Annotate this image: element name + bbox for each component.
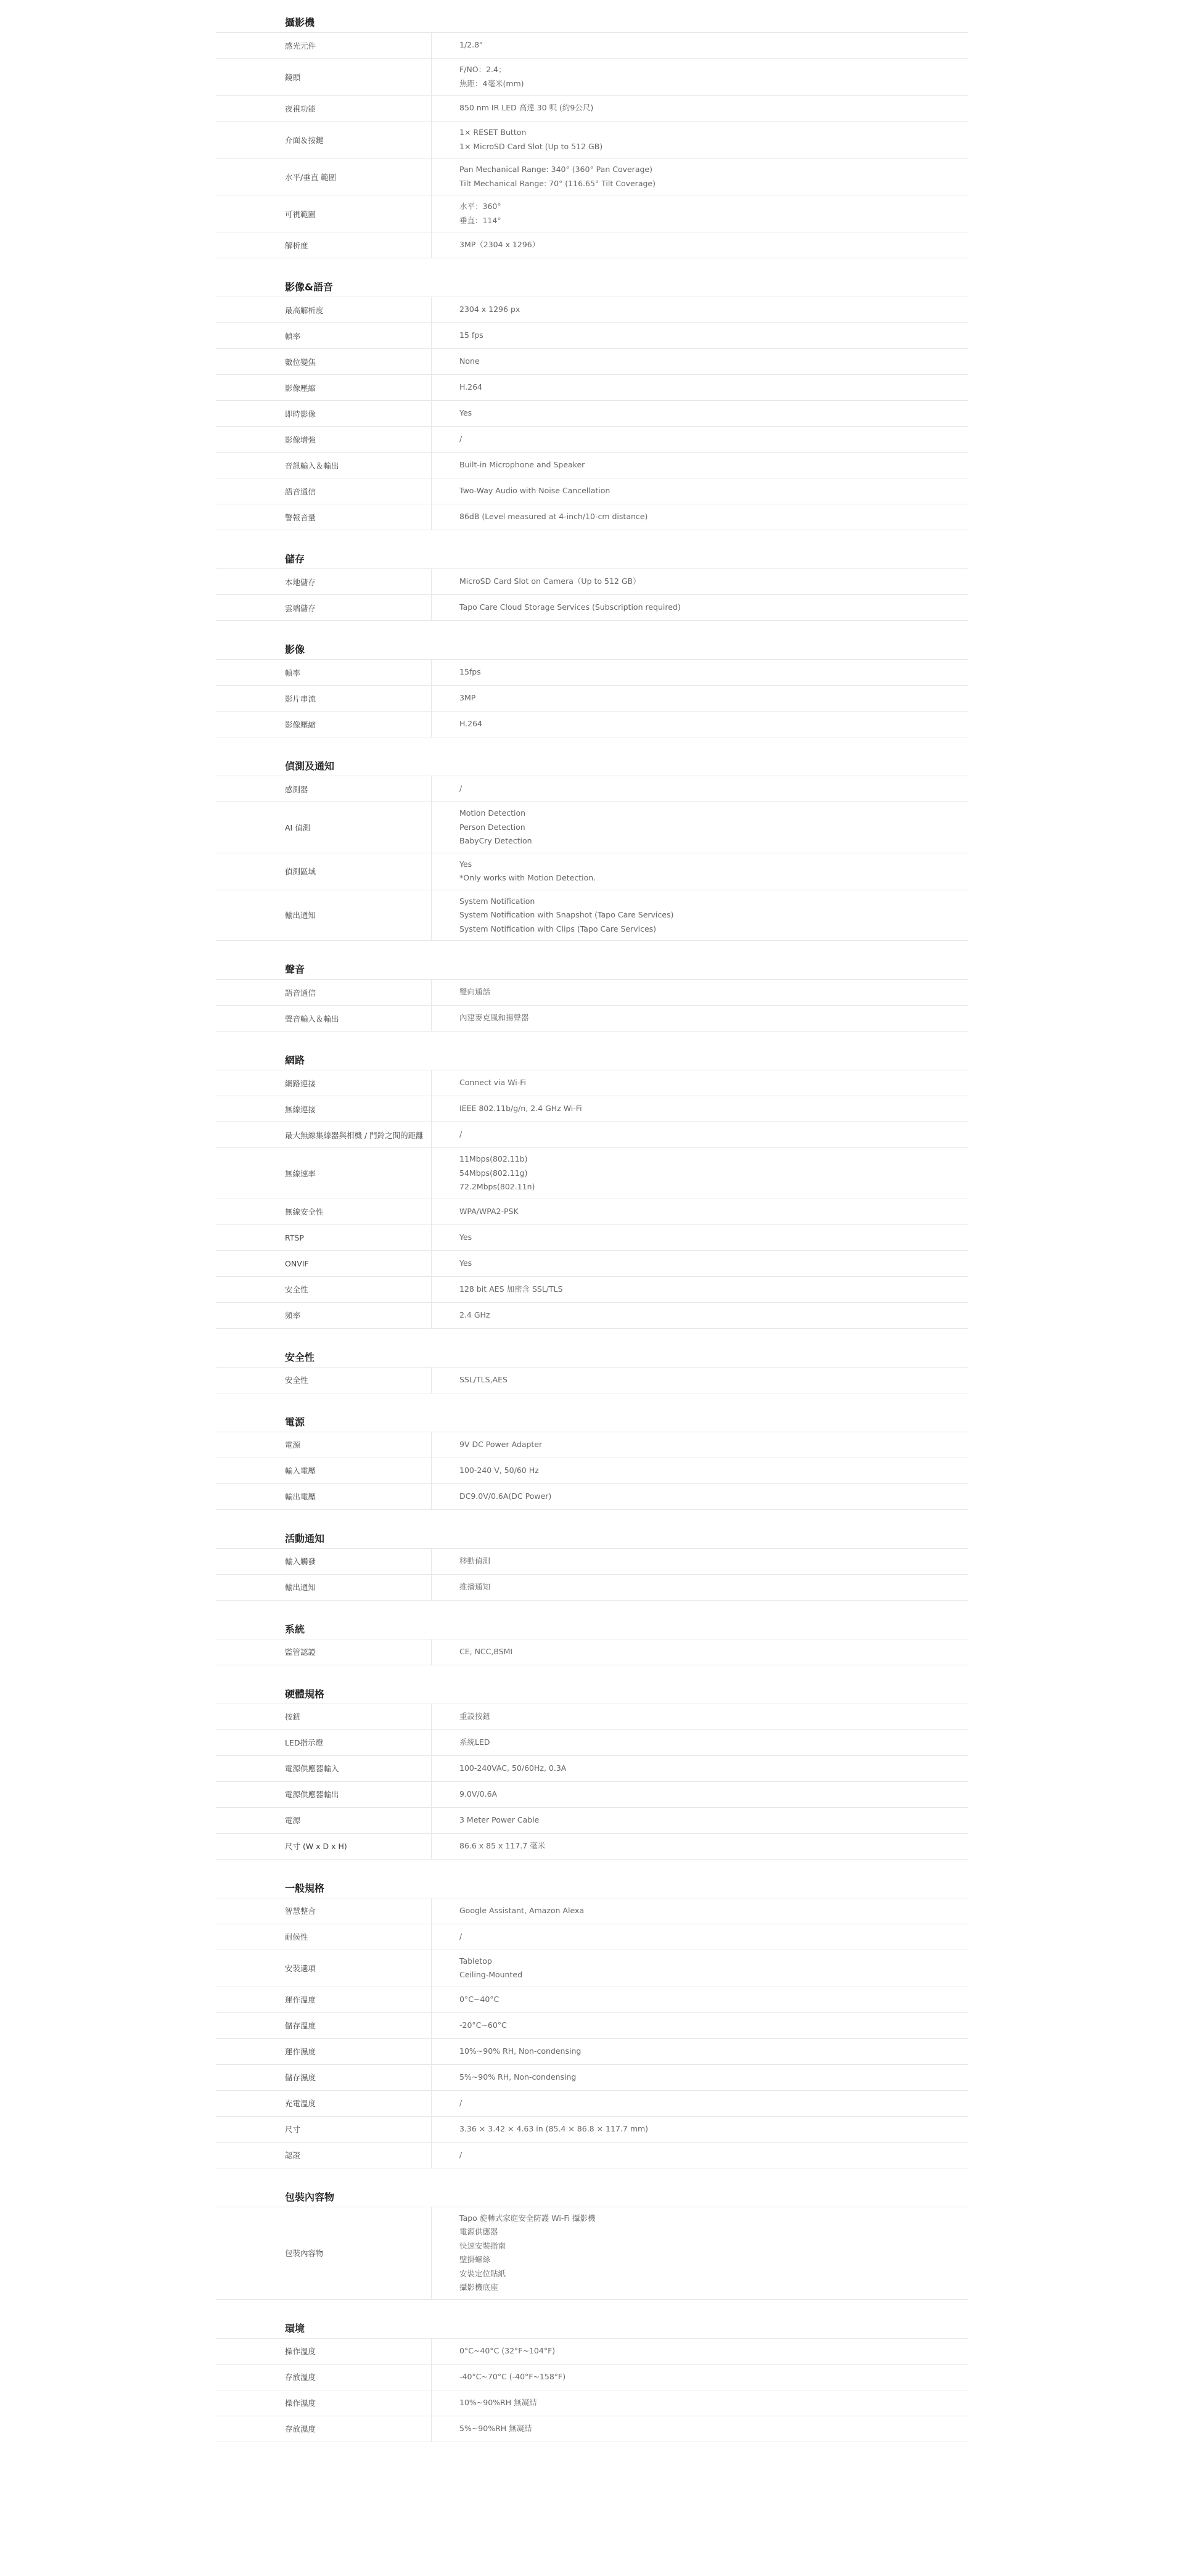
spec-label: 感測器 — [216, 776, 432, 802]
spec-value: 100-240VAC, 50/60Hz, 0.3A — [459, 1763, 567, 1773]
spec-label: 影像壓縮 — [216, 375, 432, 400]
spec-section — [216, 1879, 968, 2168]
spec-row — [216, 2339, 968, 2365]
spec-label: RTSP — [216, 1225, 432, 1250]
spec-section — [216, 2320, 968, 2442]
spec-row — [216, 2065, 968, 2091]
spec-row — [216, 2039, 968, 2065]
spec-label: 安裝選項 — [216, 1950, 432, 1987]
spec-value: Tapo Care Cloud Storage Services (Subscription required) — [459, 602, 681, 612]
spec-row — [216, 2143, 968, 2168]
spec-row — [216, 1834, 968, 1860]
spec-label: 感光元件 — [216, 33, 432, 58]
spec-value: 水平：360° 垂直：114° — [459, 202, 501, 225]
spec-label: 語音通信 — [216, 478, 432, 504]
spec-value: H.264 — [459, 719, 483, 729]
spec-value: System Notification System Notification with Snapshot (Tapo Care Services) System Notification with Clips (Tapo Care Services) — [459, 896, 674, 933]
spec-label: 鏡頭 — [216, 59, 432, 95]
spec-value: IEEE 802.11b/g/n, 2.4 GHz Wi-Fi — [459, 1104, 582, 1114]
spec-value: -40°C~70°C (-40°F~158°F) — [459, 2371, 566, 2381]
section-title: 一般規格 — [216, 1879, 968, 1898]
spec-value: 1× RESET Button 1× MicroSD Card Slot (Up to 512 GB) — [459, 128, 603, 151]
spec-value: 5%~90%RH 無凝結 — [459, 2423, 532, 2433]
spec-value: / — [459, 2149, 462, 2159]
spec-value: 內建麥克風和揚聲器 — [459, 1013, 529, 1023]
spec-value: 3.36 × 3.42 × 4.63 in (85.4 × 86.8 × 117.7 mm) — [459, 2123, 649, 2133]
spec-section — [216, 641, 968, 737]
spec-value: 15fps — [459, 667, 481, 677]
spec-value: Tabletop Ceiling-Mounted — [459, 1956, 523, 1979]
spec-value: 10%~90% RH, Non-condensing — [459, 2046, 582, 2056]
spec-label: 電源 — [216, 1808, 432, 1833]
spec-value: 0°C~40°C — [459, 1994, 500, 2004]
spec-section — [216, 757, 968, 941]
spec-row — [216, 1432, 968, 1458]
spec-label: 安全性 — [216, 1277, 432, 1302]
spec-value: 3 Meter Power Cable — [459, 1815, 540, 1824]
spec-label: 警報音量 — [216, 504, 432, 530]
spec-value: CE, NCC,BSMI — [459, 1646, 513, 1656]
spec-row — [216, 1458, 968, 1484]
spec-value: 86dB (Level measured at 4-inch/10-cm distance) — [459, 512, 648, 522]
spec-row — [216, 1277, 968, 1303]
spec-table — [216, 14, 968, 2462]
spec-row — [216, 1950, 968, 1987]
section-title: 影像 — [216, 641, 968, 660]
spec-row — [216, 59, 968, 96]
spec-value: 128 bit AES 加密含 SSL/TLS — [459, 1284, 563, 1294]
spec-label: 偵測區域 — [216, 853, 432, 890]
spec-value: MicroSD Card Slot on Camera（Up to 512 GB） — [459, 576, 641, 586]
section-title: 安全性 — [216, 1348, 968, 1368]
spec-value: / — [459, 1130, 462, 1139]
spec-row — [216, 504, 968, 530]
spec-label: 輸出通知 — [216, 890, 432, 941]
spec-label: 介面＆按鍵 — [216, 121, 432, 158]
spec-value: 1/2.8" — [459, 40, 483, 50]
spec-row — [216, 1303, 968, 1329]
spec-row — [216, 323, 968, 349]
spec-value: 系統LED — [459, 1737, 490, 1747]
spec-row — [216, 1122, 968, 1148]
spec-label: 幀率 — [216, 660, 432, 685]
spec-row — [216, 569, 968, 595]
spec-row — [216, 1484, 968, 1510]
spec-value: 100-240 V, 50/60 Hz — [459, 1465, 539, 1475]
spec-label: 語音通信 — [216, 980, 432, 1005]
spec-label: 聲音輸入＆輸出 — [216, 1006, 432, 1031]
spec-label: 存放溫度 — [216, 2365, 432, 2390]
spec-row — [216, 980, 968, 1006]
spec-row — [216, 686, 968, 712]
spec-label: 充電溫度 — [216, 2091, 432, 2116]
spec-row — [216, 401, 968, 427]
spec-label: 輸入電壓 — [216, 1458, 432, 1483]
spec-row — [216, 453, 968, 478]
spec-value: / — [459, 2098, 462, 2107]
spec-label: 可視範圍 — [216, 195, 432, 232]
spec-section — [216, 278, 968, 530]
spec-label: 影像增強 — [216, 427, 432, 452]
spec-row — [216, 2207, 968, 2300]
section-title: 系統 — [216, 1620, 968, 1639]
spec-label: 解析度 — [216, 232, 432, 258]
spec-value: -20°C~60°C — [459, 2020, 507, 2030]
spec-label: 輸出電壓 — [216, 1484, 432, 1509]
spec-row — [216, 121, 968, 158]
spec-label: 尺寸 (W x D x H) — [216, 1834, 432, 1859]
spec-value: / — [459, 784, 462, 794]
spec-value: Connect via Wi-Fi — [459, 1078, 526, 1088]
spec-value: 重設按鈕 — [459, 1711, 491, 1721]
spec-label: 電源供應器輸出 — [216, 1782, 432, 1807]
spec-label: 智慧整合 — [216, 1898, 432, 1924]
spec-value: H.264 — [459, 382, 483, 392]
spec-row — [216, 1199, 968, 1225]
spec-label: 即時影像 — [216, 401, 432, 426]
spec-label: 包裝內容物 — [216, 2207, 432, 2299]
spec-value: 11Mbps(802.11b) 54Mbps(802.11g) 72.2Mbps(802.11n) — [459, 1154, 535, 1191]
spec-value: 86.6 x 85 x 117.7 毫米 — [459, 1840, 546, 1850]
spec-value: Tapo 旋轉式家庭安全防護 Wi-Fi 攝影機 電源供應器 快速安裝指南 壁掛螺絲 安裝定位貼紙 攝影機底座 — [459, 2213, 596, 2292]
spec-section — [216, 550, 968, 621]
spec-row — [216, 96, 968, 121]
spec-row — [216, 1006, 968, 1032]
section-title: 環境 — [216, 2320, 968, 2339]
spec-row — [216, 1987, 968, 2013]
spec-value: Yes — [459, 408, 472, 418]
spec-row — [216, 2013, 968, 2039]
spec-label: 頻率 — [216, 1303, 432, 1328]
spec-row — [216, 297, 968, 323]
spec-label: 數位變焦 — [216, 349, 432, 374]
spec-value: 5%~90% RH, Non-condensing — [459, 2072, 577, 2082]
spec-row — [216, 1704, 968, 1730]
spec-value: SSL/TLS,AES — [459, 1374, 508, 1384]
spec-value: Motion Detection Person Detection BabyCry Detection — [459, 808, 532, 845]
spec-row — [216, 802, 968, 853]
spec-label: 輸出通知 — [216, 1575, 432, 1600]
spec-label: 音訊輸入＆輸出 — [216, 453, 432, 478]
spec-row — [216, 349, 968, 375]
spec-value: 3MP（2304 x 1296） — [459, 240, 540, 250]
spec-section — [216, 2188, 968, 2300]
spec-row — [216, 1225, 968, 1251]
spec-section — [216, 14, 968, 258]
spec-row — [216, 1808, 968, 1834]
spec-value: 2.4 GHz — [459, 1310, 490, 1319]
spec-value: 3MP — [459, 693, 476, 703]
spec-label: 幀率 — [216, 323, 432, 348]
spec-value: 0°C~40°C (32°F~104°F) — [459, 2345, 556, 2355]
spec-label: 儲存溫度 — [216, 2013, 432, 2038]
spec-row — [216, 2390, 968, 2416]
spec-label: 無線速率 — [216, 1148, 432, 1199]
spec-row — [216, 1148, 968, 1199]
spec-row — [216, 1368, 968, 1393]
spec-row — [216, 2091, 968, 2117]
spec-label: 操作濕度 — [216, 2390, 432, 2416]
spec-label: 認證 — [216, 2143, 432, 2168]
spec-row — [216, 1070, 968, 1096]
section-title: 儲存 — [216, 550, 968, 569]
spec-row — [216, 2365, 968, 2390]
spec-row — [216, 158, 968, 195]
spec-row — [216, 1898, 968, 1924]
spec-label: 水平/垂直 範圍 — [216, 158, 432, 195]
spec-value: Pan Mechanical Range: 340° (360° Pan Coverage) Tilt Mechanical Range: 70° (116.65° Tilt Coverage) — [459, 165, 656, 188]
spec-row — [216, 660, 968, 686]
spec-value: Yes *Only works with Motion Detection. — [459, 859, 596, 882]
spec-section — [216, 1685, 968, 1860]
spec-row — [216, 1251, 968, 1277]
spec-label: 無線安全性 — [216, 1199, 432, 1224]
spec-label: 無線連接 — [216, 1096, 432, 1122]
spec-label: ONVIF — [216, 1251, 432, 1276]
spec-label: 監管認證 — [216, 1639, 432, 1665]
section-title: 硬體規格 — [216, 1685, 968, 1704]
spec-label: AI 偵測 — [216, 802, 432, 853]
spec-row — [216, 478, 968, 504]
spec-label: 按鈕 — [216, 1704, 432, 1729]
spec-label: 電源 — [216, 1432, 432, 1458]
spec-value: 移動偵測 — [459, 1556, 491, 1565]
spec-row — [216, 2117, 968, 2143]
spec-row — [216, 1782, 968, 1808]
spec-row — [216, 232, 968, 258]
spec-label: 雲端儲存 — [216, 595, 432, 620]
spec-label: 運作濕度 — [216, 2039, 432, 2064]
spec-row — [216, 427, 968, 453]
spec-label: 影片串流 — [216, 686, 432, 711]
spec-label: 尺寸 — [216, 2117, 432, 2142]
spec-row — [216, 1639, 968, 1665]
spec-value: / — [459, 434, 462, 444]
spec-value: Built-in Microphone and Speaker — [459, 460, 585, 470]
section-title: 電源 — [216, 1413, 968, 1432]
spec-value: DC9.0V/0.6A(DC Power) — [459, 1491, 552, 1501]
spec-label: 運作溫度 — [216, 1987, 432, 2012]
spec-label: 網路連接 — [216, 1070, 432, 1096]
spec-section — [216, 1620, 968, 1665]
spec-row — [216, 1549, 968, 1575]
spec-value: None — [459, 356, 480, 366]
spec-label: 電源供應器輸入 — [216, 1756, 432, 1781]
spec-value: 雙向通話 — [459, 987, 491, 997]
spec-row — [216, 1730, 968, 1756]
spec-row — [216, 1575, 968, 1601]
spec-row — [216, 33, 968, 59]
spec-label: 安全性 — [216, 1368, 432, 1393]
spec-label: 夜視功能 — [216, 96, 432, 121]
spec-value: 9.0V/0.6A — [459, 1789, 498, 1799]
spec-value: 850 nm IR LED 高達 30 呎 (約9公尺) — [459, 103, 594, 113]
spec-section — [216, 1051, 968, 1329]
spec-row — [216, 1756, 968, 1782]
spec-value: Yes — [459, 1232, 472, 1242]
section-title: 包裝內容物 — [216, 2188, 968, 2207]
spec-label: 儲存濕度 — [216, 2065, 432, 2090]
spec-label: 耐候性 — [216, 1924, 432, 1950]
spec-label: 影像壓縮 — [216, 712, 432, 737]
spec-label: 輸入觸發 — [216, 1549, 432, 1574]
spec-row — [216, 712, 968, 737]
section-title: 網路 — [216, 1051, 968, 1070]
spec-row — [216, 1924, 968, 1950]
spec-value: Yes — [459, 1258, 472, 1268]
spec-section — [216, 1413, 968, 1510]
spec-value: Two-Way Audio with Noise Cancellation — [459, 486, 610, 496]
spec-value: 2304 x 1296 px — [459, 305, 520, 314]
spec-label: 本地儲存 — [216, 569, 432, 594]
spec-label: 最大無線集線器與相機 / 門鈴之間的距離 — [216, 1122, 432, 1147]
spec-row — [216, 2416, 968, 2442]
section-title: 攝影機 — [216, 14, 968, 33]
spec-label: LED指示燈 — [216, 1730, 432, 1755]
spec-section — [216, 961, 968, 1032]
spec-value: 15 fps — [459, 330, 483, 340]
spec-row — [216, 1096, 968, 1122]
spec-value: 推播通知 — [459, 1581, 491, 1591]
spec-value: 9V DC Power Adapter — [459, 1439, 543, 1449]
spec-row — [216, 375, 968, 401]
spec-row — [216, 195, 968, 232]
spec-value: / — [459, 1931, 462, 1941]
section-title: 影像&語音 — [216, 278, 968, 297]
section-title: 聲音 — [216, 961, 968, 980]
spec-label: 操作溫度 — [216, 2339, 432, 2364]
spec-value: WPA/WPA2-PSK — [459, 1206, 519, 1216]
spec-value: 10%~90%RH 無凝結 — [459, 2397, 537, 2407]
spec-row — [216, 595, 968, 621]
section-title: 偵測及通知 — [216, 757, 968, 776]
spec-row — [216, 890, 968, 941]
spec-value: Google Assistant, Amazon Alexa — [459, 1905, 584, 1915]
spec-row — [216, 853, 968, 890]
spec-value: F/NO：2.4； 焦距：4毫米(mm) — [459, 65, 524, 88]
spec-label: 存放濕度 — [216, 2416, 432, 2442]
spec-section — [216, 1530, 968, 1601]
spec-section — [216, 1348, 968, 1393]
spec-label: 最高解析度 — [216, 297, 432, 322]
spec-row — [216, 776, 968, 802]
section-title: 活動通知 — [216, 1530, 968, 1549]
